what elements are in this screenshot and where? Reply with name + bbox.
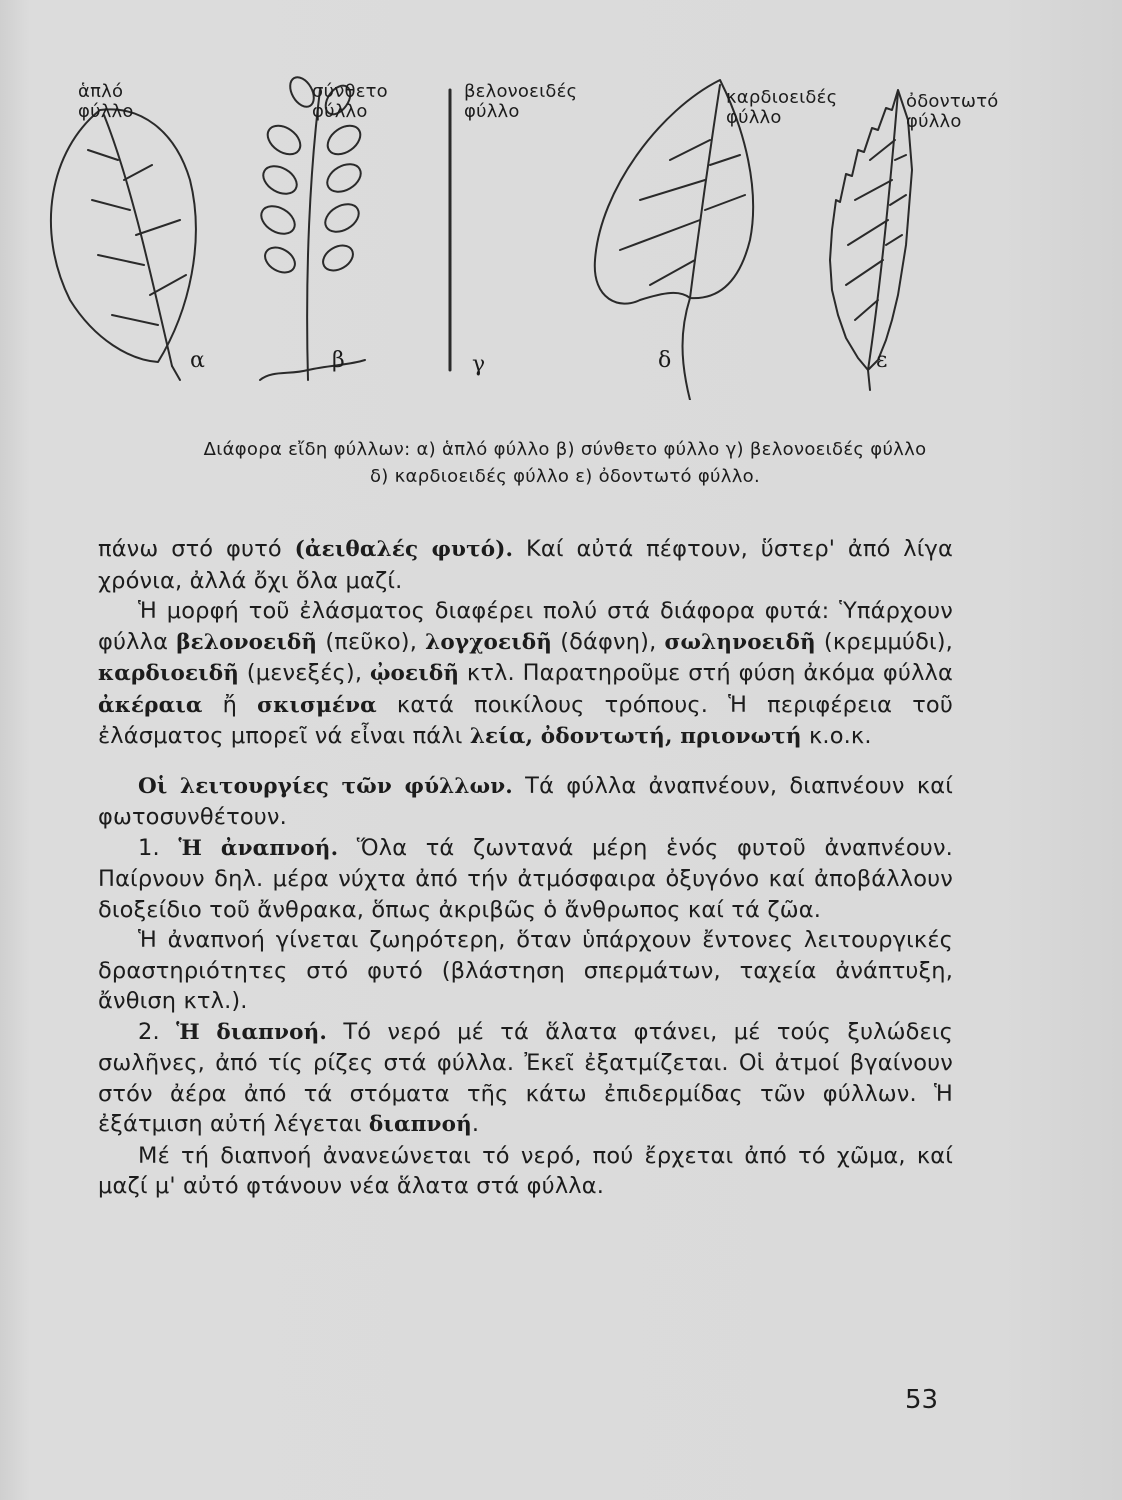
letter-gamma: γ xyxy=(472,352,486,377)
label-compound-leaf xyxy=(312,82,388,122)
paragraph-transpiration-detail: Μέ τή διαπνοή ἀνανεώνεται τό νερό, πού ἔρχεται ἀπό τό χῶμα, καί μαζί μ' αὐτό φτάνουν νέα ἅλατα στά φύλλα. xyxy=(98,1142,953,1199)
page-number: 53 xyxy=(905,1385,939,1415)
leaf-types-figure xyxy=(40,70,1040,460)
letter-alpha: α xyxy=(190,348,205,373)
label-line: φύλλο xyxy=(312,101,368,122)
label-line: καρδιοειδές xyxy=(726,87,838,108)
toothed-leaf-drawing xyxy=(830,90,912,390)
label-line: φύλλο xyxy=(906,111,962,132)
label-line: φύλλο xyxy=(78,101,134,122)
paragraph-respiration-detail: Ἡ ἀναπνοή γίνεται ζωηρότερη, ὅταν ὑπάρχουν ἔντονες λειτουργικές δραστηριότητες στό φυτό (βλάστηση σπερμάτων, ταχεία ἀνάπτυξη, ἄνθιση κτλ.). xyxy=(98,927,953,1014)
body-text xyxy=(98,534,953,1202)
paragraph-leaf-shapes: Ἡ μορφή τοῦ ἐλάσματος διαφέρει πολύ στά διάφορα φυτά: Ὑπάρχουν φύλλα βελονοειδῆ (πεῦκο), λογχοειδῆ (δάφνη), σωληνοειδῆ (κρεμμύδι), καρδιοειδῆ (μενεξές), ᾠοειδῆ κτλ. Παρατηροῦμε στή φύση ἀκόμα φύλλα ἀκέραια ἤ σκισμένα κατά ποικίλους τρόπους. Ἡ περιφέρεια τοῦ ἐλάσματος μπορεῖ νά εἶναι πάλι λεία, ὀδοντωτή, πριονωτή κ.ο.κ. xyxy=(98,598,954,749)
letter-epsilon: ε xyxy=(876,348,888,373)
label-needle-leaf xyxy=(464,82,577,122)
caption-line-2: δ) καρδιοειδές φύλλο ε) ὀδοντωτό φύλλο. xyxy=(369,466,761,487)
label-line: ἁπλό xyxy=(78,81,124,102)
label-heart-leaf xyxy=(726,88,837,128)
label-simple-leaf xyxy=(78,82,134,122)
label-line: βελονοειδές xyxy=(464,81,578,102)
figure-caption xyxy=(60,436,1070,490)
label-line: φύλλο xyxy=(726,107,782,128)
letter-beta: β xyxy=(332,348,345,373)
paragraph-transpiration: 2. Ἡ διαπνοή. Τό νερό μέ τά ἅλατα φτάνει, μέ τούς ξυλώδεις σωλῆνες, ἀπό τίς ρίζες στά φύλλα. Ἐκεῖ ἐξατμίζεται. Οἱ ἀτμοί βγαίνουν στόν ἀέρα ἀπό τά στόματα τῆς κάτω ἐπιδερμίδας τῶν φύλλων. Ἡ ἐξάτμιση αὐτή λέγεται διαπνοή. xyxy=(98,1018,953,1137)
paragraph-respiration: 1. Ἡ ἀναπνοή. Ὅλα τά ζωντανά μέρη ἑνός φυτοῦ ἀναπνέουν. Παίρνουν δηλ. μέρα νύχτα ἀπό τήν ἀτμόσφαιρα ὀξυγόνο καί ἀποβάλλουν διοξείδιο τοῦ ἄνθρακα, ὅπως ἀκριβῶς ὁ ἄνθρωπος καί τά ζῶα. xyxy=(98,834,953,923)
label-line: σύνθετο xyxy=(312,81,388,102)
letter-delta: δ xyxy=(658,348,672,373)
label-line: ὀδοντωτό xyxy=(906,91,999,112)
paragraph-leaf-functions: Οἱ λειτουργίες τῶν φύλλων. Τά φύλλα ἀναπνέουν, διαπνέουν καί φωτοσυνθέτουν. xyxy=(98,772,953,830)
simple-leaf-drawing xyxy=(51,109,196,380)
label-toothed-leaf xyxy=(906,92,998,132)
heart-leaf-drawing xyxy=(595,80,753,400)
label-line: φύλλο xyxy=(464,101,520,122)
caption-line-1: Διάφορα εἴδη φύλλων: α) ἁπλό φύλλο β) σύνθετο φύλλο γ) βελονοειδές φύλλο xyxy=(203,439,927,460)
paragraph-1: πάνω στό φυτό (ἀειθαλές φυτό). Καί αὐτά πέφτουν, ὕστερ' ἀπό λίγα χρόνια, ἀλλά ὄχι ὅλα μαζί. xyxy=(98,536,953,594)
